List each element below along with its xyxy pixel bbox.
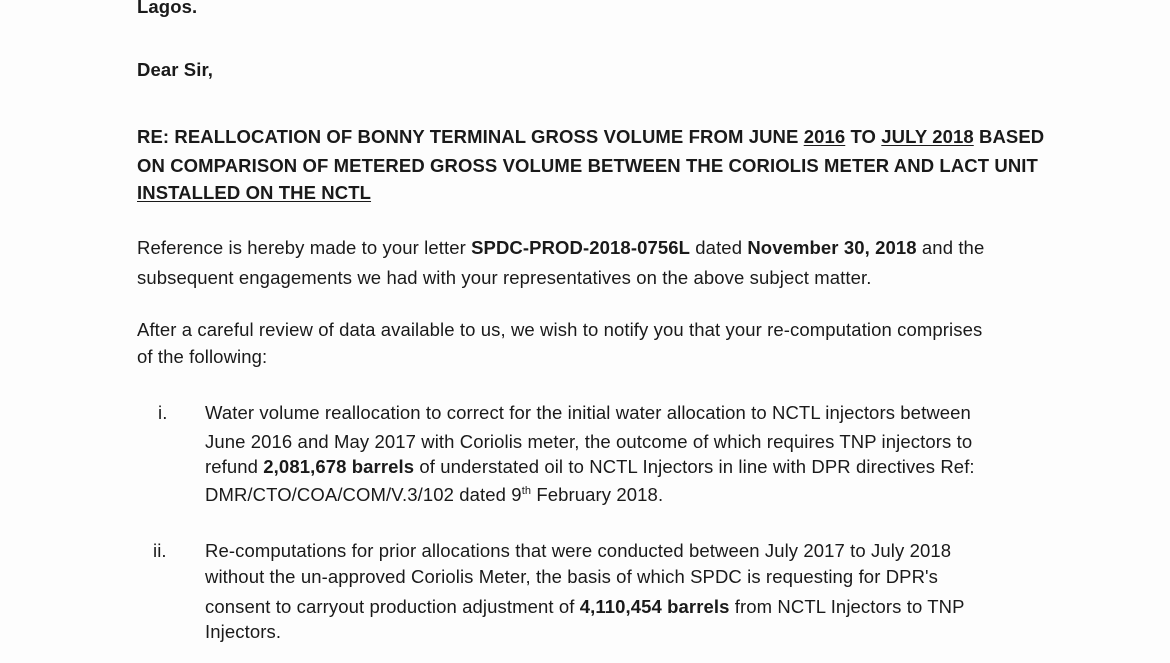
paragraph-2-line-1: After a careful review of data available to us, we wish to notify you that your re-computation comprises [137,319,983,340]
list-item-2-line-3 [205,596,965,618]
paragraph-text: and the [916,237,985,258]
paragraph-text: Reference is hereby made to your letter [137,237,472,258]
subject-line-3: INSTALLED ON THE NCTL [137,182,372,203]
list-item-text: from NCTL Injectors to TNP [729,596,965,617]
letter-date: November 30, 2018 [747,237,917,258]
paragraph-2-line-2: of the following: [137,346,268,367]
list-item-1-line-4 [205,484,663,506]
subject-text: TO [845,126,882,147]
list-item-text: of understated oil to NCTL Injectors in line with DPR directives Ref: [414,456,975,477]
ordinal-suffix: th [521,484,532,497]
paragraph-1-line-2: subsequent engagements we had with your representatives on the above subject matter. [137,267,872,288]
salutation: Dear Sir, [137,59,213,80]
list-item-2-line-4: Injectors. [205,621,282,642]
barrels-figure: 2,081,678 barrels [263,456,415,477]
subject-year: 2016 [803,126,846,147]
list-item-1-line-1: Water volume reallocation to correct for the initial water allocation to NCTL injectors between [205,402,971,423]
list-item-marker: i. [158,402,168,423]
subject-end-date: JULY 2018 [881,126,974,147]
paragraph-1-line-1 [137,237,984,259]
list-item-marker: ii. [153,540,167,561]
city-line: Lagos. [137,0,198,17]
subject-text: BASED [973,126,1045,147]
list-item-text: February 2018. [531,484,664,505]
paragraph-text: dated [690,237,748,258]
list-item-2-line-1: Re-computations for prior allocations that were conducted between July 2017 to July 2018 [205,540,952,561]
barrels-figure: 4,110,454 barrels [579,596,730,617]
list-item-text: DMR/CTO/COA/COM/V.3/102 dated 9 [205,484,522,505]
list-item-1-line-3 [205,456,975,478]
subject-line-2: ON COMPARISON OF METERED GROSS VOLUME BETWEEN THE CORIOLIS METER AND LACT UNIT [137,155,1038,176]
list-item-text: consent to carryout production adjustment of [205,596,580,617]
list-item-1-line-2: June 2016 and May 2017 with Coriolis meter, the outcome of which requires TNP injectors to [205,431,973,452]
list-item-text: refund [205,456,264,477]
subject-line-1 [137,126,1044,148]
list-item-2-line-2: without the un-approved Coriolis Meter, the basis of which SPDC is requesting for DPR's [205,566,939,587]
subject-text: RE: REALLOCATION OF BONNY TERMINAL GROSS VOLUME FROM JUNE [137,126,804,147]
letter-reference: SPDC-PROD-2018-0756L [471,237,691,258]
